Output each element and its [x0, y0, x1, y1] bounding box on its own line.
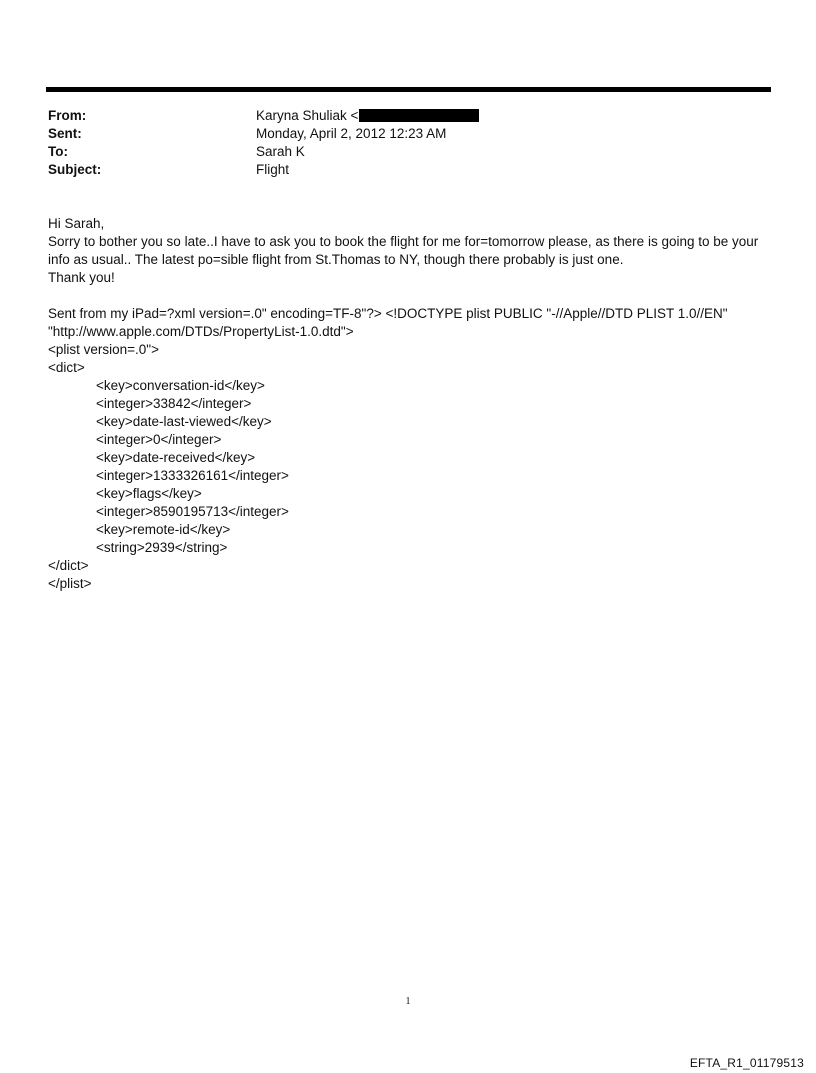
message-line-1: Sorry to bother you so late..I have to ask you to book the flight for me for=tomorrow please, as there is going to be your: [48, 234, 759, 249]
dict-line: <key>conversation-id</key>: [96, 378, 265, 393]
to-row: [48, 143, 768, 161]
message-line-2: info as usual.. The latest po=sible flight from St.Thomas to NY, though there probably is just one.: [48, 252, 624, 267]
sent-from-line-1: Sent from my iPad=?xml version=.0" encoding=TF-8"?> <!DOCTYPE plist PUBLIC "-//Apple//DTD PLIST 1.0//EN": [48, 306, 728, 321]
subject-row: [48, 161, 768, 179]
plist-open: <plist version=.0">: [48, 342, 159, 357]
dict-open: <dict>: [48, 360, 85, 375]
sent-row: [48, 125, 768, 143]
dict-line: <string>2939</string>: [96, 540, 228, 555]
dict-close: </dict>: [48, 558, 89, 573]
thanks-line: Thank you!: [48, 270, 115, 285]
document-id: EFTA_R1_01179513: [689, 1056, 804, 1070]
dict-line: <key>date-last-viewed</key>: [96, 414, 272, 429]
from-value: [256, 107, 768, 125]
dict-line: <integer>33842</integer>: [96, 396, 252, 411]
dict-line: <key>flags</key>: [96, 486, 202, 501]
dict-line: <integer>1333326161</integer>: [96, 468, 289, 483]
dict-line: <integer>8590195713</integer>: [96, 504, 289, 519]
to-label: To:: [48, 144, 68, 159]
from-row: [48, 107, 768, 125]
dict-line: <key>remote-id</key>: [96, 522, 231, 537]
plist-close: </plist>: [48, 576, 92, 591]
dict-line: <integer>0</integer>: [96, 432, 222, 447]
sent-from-line-2: "http://www.apple.com/DTDs/PropertyList-1.0.dtd">: [48, 324, 354, 339]
from-label: From:: [48, 108, 87, 123]
greeting: Hi Sarah,: [48, 216, 105, 231]
to-value: Sarah K: [256, 144, 305, 159]
dict-line: <key>date-received</key>: [96, 450, 256, 465]
page-number: 1: [405, 996, 411, 1007]
subject-label: Subject:: [48, 162, 102, 177]
blank-line: [48, 287, 772, 305]
sent-label: Sent:: [48, 126, 82, 141]
sender-name: Karyna Shuliak <: [256, 108, 359, 123]
redaction-box: [359, 109, 479, 122]
subject-value: Flight: [256, 162, 290, 177]
email-body: [48, 215, 772, 593]
header-divider: [46, 87, 771, 92]
sent-value: Monday, April 2, 2012 12:23 AM: [256, 126, 447, 141]
email-header: [48, 107, 768, 179]
